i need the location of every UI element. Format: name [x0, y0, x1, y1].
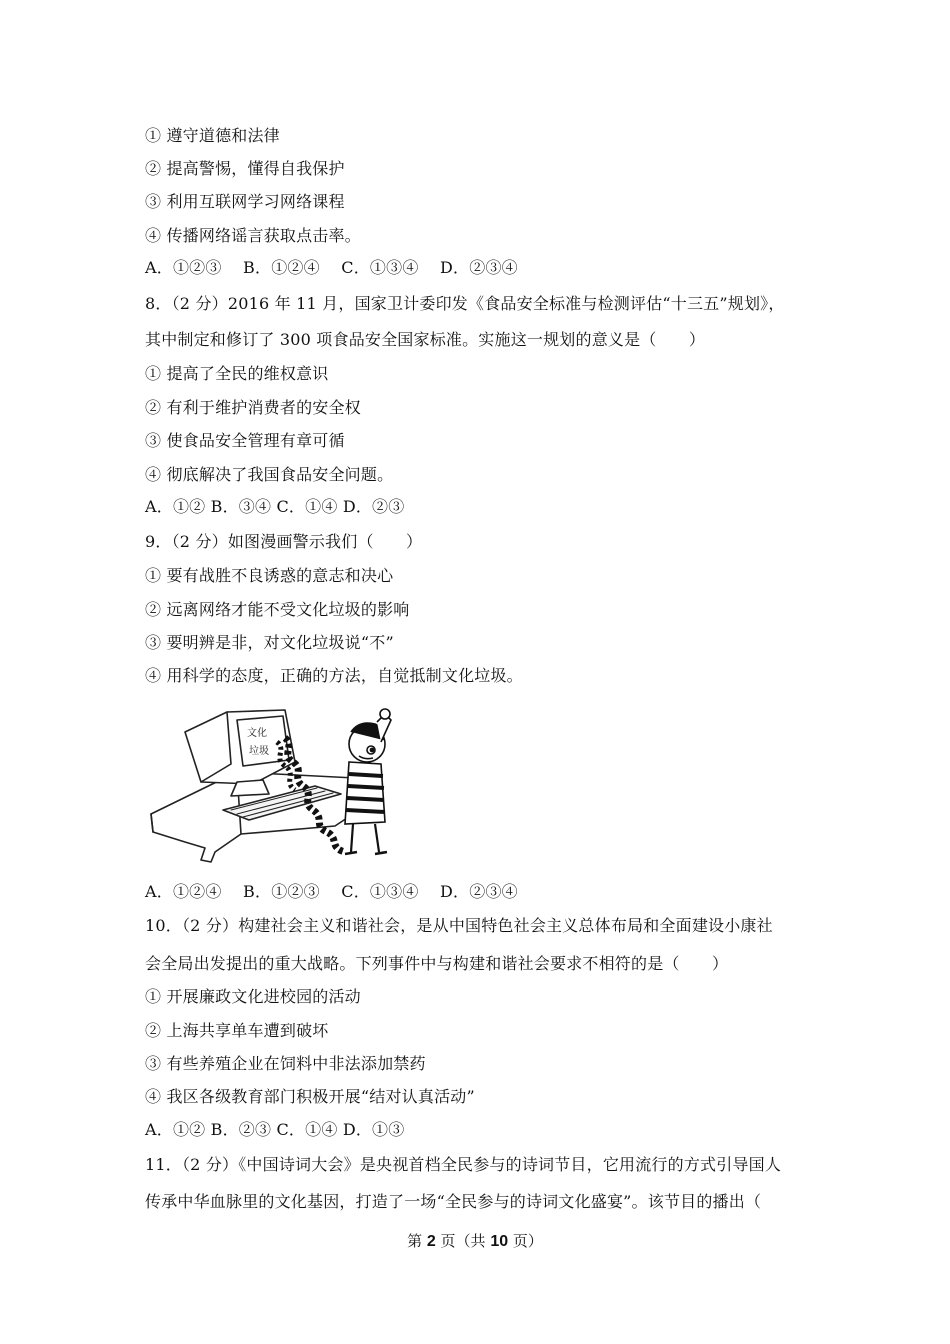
option-line: ② 提高警惕，懂得自我保护 [145, 159, 345, 178]
option-line: ① 要有战胜不良诱惑的意志和决心 [145, 566, 394, 585]
option-line: ③ 要明辨是非，对文化垃圾说“不” [145, 633, 394, 652]
answer-choices: A．①② B．②③ C．①④ D．①③ [145, 1120, 405, 1139]
answer-choices: A．①②③ B．①②④ C．①③④ D．②③④ [145, 258, 518, 277]
option-line: ② 上海共享单车遭到破坏 [145, 1021, 329, 1040]
option-line: ③ 使食品安全管理有章可循 [145, 431, 345, 450]
option-line: ④ 用科学的态度，正确的方法，自觉抵制文化垃圾。 [145, 666, 523, 685]
option-line: ① 遵守道德和法律 [145, 126, 280, 145]
option-line: ① 提高了全民的维权意识 [145, 364, 329, 383]
question-text: 其中制定和修订了 300 项食品安全国家标准。实施这一规划的意义是（ ） [145, 330, 706, 349]
question-text: 传承中华血脉里的文化基因，打造了一场“全民参与的诗词文化盛宴”。该节目的播出（ [145, 1192, 762, 1211]
page-footer [0, 1231, 950, 1252]
option-line: ③ 利用互联网学习网络课程 [145, 192, 345, 211]
option-line: ② 有利于维护消费者的安全权 [145, 398, 361, 417]
footer-page-number: 2 [426, 1233, 436, 1250]
option-line: ④ 彻底解决了我国食品安全问题。 [145, 465, 394, 484]
footer-total-pages: 10 [490, 1233, 509, 1250]
answer-choices: A．①② B．③④ C．①④ D．②③ [145, 497, 405, 516]
footer-suffix: 页） [508, 1232, 543, 1250]
option-line: ④ 传播网络谣言获取点击率。 [145, 226, 361, 245]
footer-middle: 页（共 [435, 1232, 491, 1250]
answer-choices: A．①②④ B．①②③ C．①③④ D．②③④ [145, 882, 518, 901]
question-text: 10．（2 分）构建社会主义和谐社会，是从中国特色社会主义总体布局和全面建设小康社 [145, 916, 773, 935]
option-line: ③ 有些养殖企业在饲料中非法添加禁药 [145, 1054, 426, 1073]
question-text: 11．（2 分）《中国诗词大会》是央视首档全民参与的诗词节目，它用流行的方式引导国人 [145, 1155, 782, 1174]
question-text: 会全局出发提出的重大战略。下列事件中与构建和谐社会要求不相符的是（ ） [145, 954, 729, 973]
screen-text-2: 垃圾 [249, 746, 269, 757]
footer-prefix: 第 [407, 1232, 427, 1250]
screen-text-1: 文化 [247, 728, 267, 739]
option-line: ① 开展廉政文化进校园的活动 [145, 987, 361, 1006]
cartoon-illustration [145, 702, 395, 868]
option-line: ② 远离网络才能不受文化垃圾的影响 [145, 600, 410, 619]
question-text: 8．（2 分）2016 年 11 月，国家卫计委印发《食品安全标准与检测评估“十三五”规划》， [145, 294, 785, 313]
option-line: ④ 我区各级教育部门积极开展“结对认真活动” [145, 1087, 475, 1106]
question-text: 9．（2 分）如图漫画警示我们（ ） [145, 532, 423, 551]
